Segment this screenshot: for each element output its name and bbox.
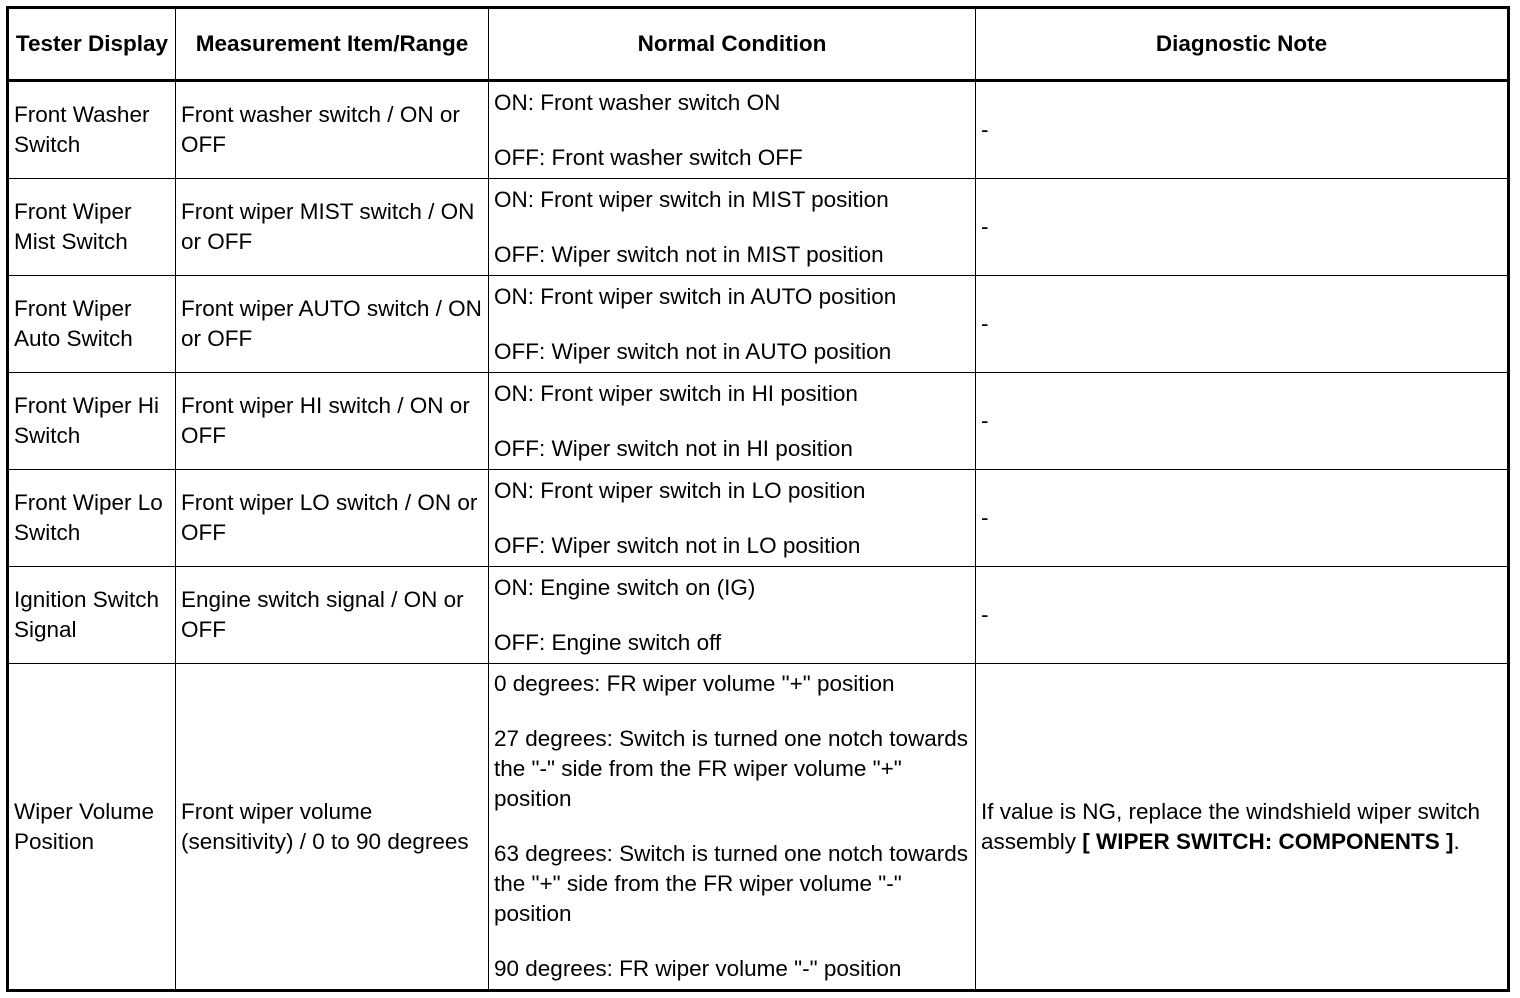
condition-line: OFF: Engine switch off [494, 629, 722, 655]
diagnostic-note-cell: - [976, 470, 1509, 567]
header-tester-display: Tester Display [8, 8, 176, 81]
condition-line: ON: Front washer switch ON [494, 89, 781, 115]
measurement-cell: Front wiper AUTO switch / ON or OFF [176, 276, 489, 373]
condition-line: 0 degrees: FR wiper volume "+" position [494, 671, 895, 696]
table-row [8, 276, 1509, 373]
normal-condition-cell [489, 81, 976, 179]
condition-line: 27 degrees: Switch is turned one notch towards the "-" side from the FR wiper volume "+" position [494, 726, 969, 811]
normal-condition-cell [489, 567, 976, 664]
measurement-cell: Engine switch signal / ON or OFF [176, 567, 489, 664]
normal-condition-cell [489, 664, 976, 991]
table-row [8, 567, 1509, 664]
tester-display-cell: Wiper Volume Position [8, 664, 176, 991]
condition-line: 90 degrees: FR wiper volume "-" position [494, 956, 902, 981]
tester-display-cell: Front Wiper Hi Switch [8, 373, 176, 470]
diagnostic-note-cell [976, 664, 1509, 991]
normal-condition-cell [489, 179, 976, 276]
condition-line: ON: Front wiper switch in LO position [494, 477, 866, 503]
header-measurement: Measurement Item/Range [176, 8, 489, 81]
diagnostic-note-cell: - [976, 373, 1509, 470]
measurement-cell: Front washer switch / ON or OFF [176, 81, 489, 179]
note-suffix: . [1453, 828, 1460, 854]
diagnostic-note-cell: - [976, 81, 1509, 179]
data-list-table [6, 6, 1510, 992]
table-row [8, 664, 1509, 991]
measurement-cell: Front wiper LO switch / ON or OFF [176, 470, 489, 567]
table-row [8, 81, 1509, 179]
condition-line: 63 degrees: Switch is turned one notch towards the "+" side from the FR wiper volume "-" position [494, 841, 969, 926]
header-normal-condition: Normal Condition [489, 8, 976, 81]
tester-display-cell: Front Wiper Mist Switch [8, 179, 176, 276]
table-row [8, 470, 1509, 567]
note-text: If value is NG, replace the windshield wiper switch assembly [981, 798, 1480, 854]
condition-line: OFF: Front washer switch OFF [494, 144, 803, 170]
diagnostic-note-cell: - [976, 567, 1509, 664]
tester-display-cell: Front Wiper Lo Switch [8, 470, 176, 567]
condition-line: ON: Front wiper switch in AUTO position [494, 283, 897, 309]
normal-condition-cell [489, 276, 976, 373]
measurement-cell: Front wiper volume (sensitivity) / 0 to 90 degrees [176, 664, 489, 991]
header-diagnostic-note: Diagnostic Note [976, 8, 1509, 81]
table-row [8, 179, 1509, 276]
condition-line: ON: Front wiper switch in HI position [494, 380, 858, 406]
measurement-cell: Front wiper MIST switch / ON or OFF [176, 179, 489, 276]
tester-display-cell: Ignition Switch Signal [8, 567, 176, 664]
normal-condition-cell [489, 470, 976, 567]
tester-display-cell: Front Wiper Auto Switch [8, 276, 176, 373]
measurement-cell: Front wiper HI switch / ON or OFF [176, 373, 489, 470]
wiper-switch-components-link[interactable]: [ WIPER SWITCH: COMPONENTS ] [1082, 828, 1454, 854]
condition-line: OFF: Wiper switch not in AUTO position [494, 338, 892, 364]
condition-line: OFF: Wiper switch not in MIST position [494, 241, 884, 267]
condition-line: ON: Front wiper switch in MIST position [494, 186, 889, 212]
condition-line: ON: Engine switch on (IG) [494, 574, 756, 600]
diagnostic-note-cell: - [976, 276, 1509, 373]
diagnostic-note-cell: - [976, 179, 1509, 276]
condition-line: OFF: Wiper switch not in LO position [494, 532, 861, 558]
normal-condition-cell [489, 373, 976, 470]
tester-display-cell: Front Washer Switch [8, 81, 176, 179]
table-row [8, 373, 1509, 470]
condition-line: OFF: Wiper switch not in HI position [494, 435, 853, 461]
header-row [8, 8, 1509, 81]
